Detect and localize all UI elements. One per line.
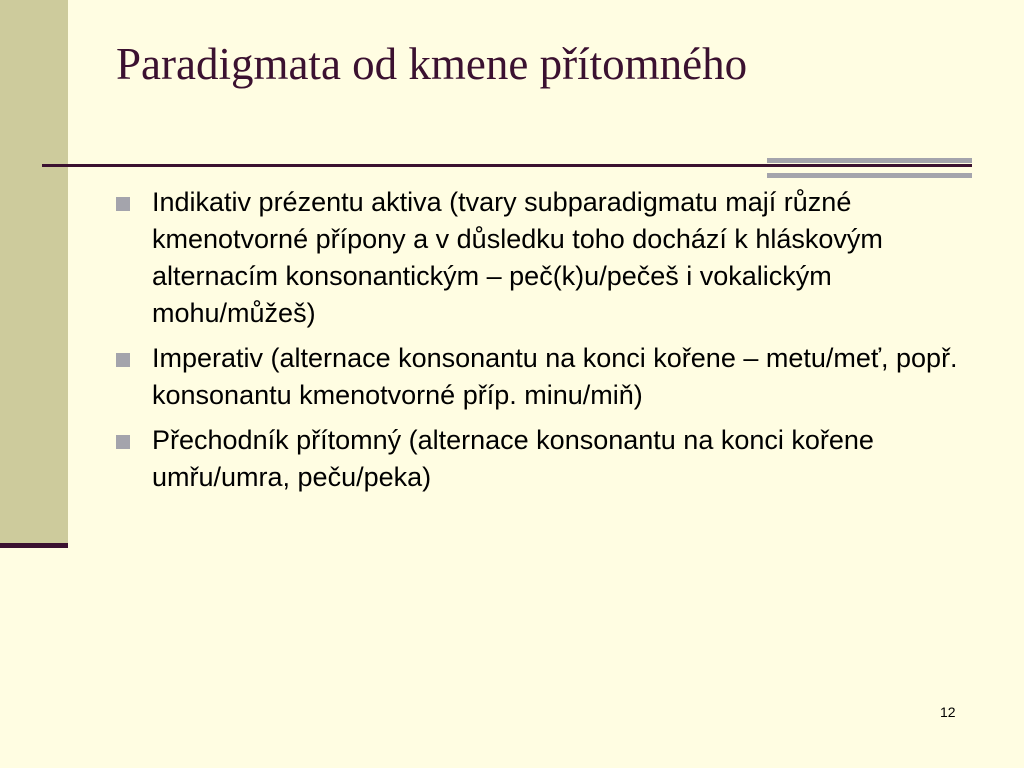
bullet-text: Imperativ (alternace konsonantu na konci kořene – metu/meť, popř. konsonantu kmenotvorné příp. minu/miň) [152, 343, 958, 410]
bullet-square-icon [116, 435, 130, 449]
title-divider [42, 164, 972, 167]
bullet-list [116, 184, 976, 504]
decorative-bar-top [767, 158, 972, 163]
bullet-text: Přechodník přítomný (alternace konsonantu na konci kořene umřu/umra, peču/peka) [152, 425, 874, 492]
bullet-item [116, 184, 976, 332]
slide-title: Paradigmata od kmene přítomného [116, 39, 748, 89]
side-accent-rule [0, 543, 68, 548]
bullet-item [116, 340, 976, 414]
bullet-text: Indikativ prézentu aktiva (tvary subparadigmatu mají různé kmenotvorné přípony a v důsledku toho dochází k hláskovým alternacím konsonantickým – peč(k)u/pečeš i vokalickým mohu/můžeš) [152, 187, 883, 328]
bullet-item [116, 422, 976, 496]
page-number: 12 [940, 704, 956, 720]
decorative-bar-bottom [767, 173, 972, 178]
bullet-square-icon [116, 197, 130, 211]
side-accent-band [0, 0, 68, 543]
bullet-square-icon [116, 353, 130, 367]
